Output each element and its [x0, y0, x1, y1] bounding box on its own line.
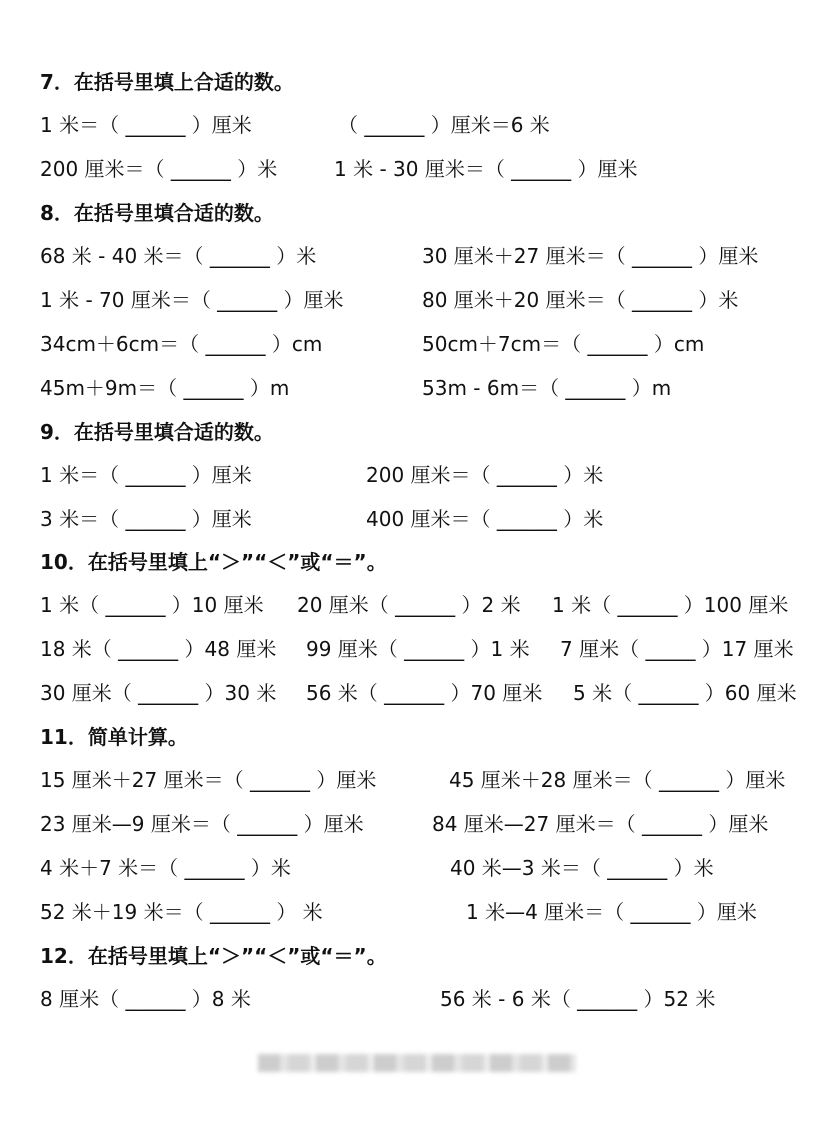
q10-r2-c1: 18 米（ ______ ）48 厘米	[40, 637, 277, 661]
q10-r1-c3: 1 米（ ______ ）100 厘米	[552, 593, 789, 617]
q10-r1-c2: 20 厘米（ ______ ）2 米	[297, 593, 521, 617]
q12-r1-c2: 56 米 - 6 米（ ______ ）52 米	[440, 987, 716, 1011]
q9-r1-c2: 200 厘米＝（ ______ ）米	[366, 463, 604, 487]
q8-r3-c2: 50cm＋7cm＝（ ______ ）cm	[422, 332, 705, 356]
q11-r4-c2: 1 米—4 厘米＝（ ______ ）厘米	[466, 900, 757, 924]
q11-r2-c2: 84 厘米—27 厘米＝（ ______ ）厘米	[432, 812, 769, 836]
q11-r1-c1: 15 厘米＋27 厘米＝（ ______ ）厘米	[40, 768, 377, 792]
q12-title: 12．在括号里填上“＞”“＜”或“＝”。	[40, 944, 387, 968]
q10-r2-c2: 99 厘米（ ______ ）1 米	[306, 637, 530, 661]
q10-r3-c2: 56 米（ ______ ）70 厘米	[306, 681, 543, 705]
q11-r2-c1: 23 厘米—9 厘米＝（ ______ ）厘米	[40, 812, 364, 836]
q12-r1-c1: 8 厘米（ ______ ）8 米	[40, 987, 251, 1011]
q8-r4-c2: 53m - 6m＝（ ______ ）m	[422, 376, 672, 400]
q8-title: 8．在括号里填合适的数。	[40, 201, 274, 225]
q11-r3-c2: 40 米—3 米＝（ ______ ）米	[450, 856, 714, 880]
q9-r1-c1: 1 米＝（ ______ ）厘米	[40, 463, 252, 487]
q7-r1-c1: 1 米＝（ ______ ）厘米	[40, 113, 252, 137]
q10-r2-c3: 7 厘米（ _____ ）17 厘米	[560, 637, 794, 661]
q11-title: 11．简单计算。	[40, 725, 188, 749]
q11-row-1	[40, 765, 820, 795]
q8-r2-c1: 1 米 - 70 厘米＝（ ______ ）厘米	[40, 288, 344, 312]
q10-r3-c3: 5 米（ ______ ）60 厘米	[573, 681, 797, 705]
q10-title: 10．在括号里填上“＞”“＜”或“＝”。	[40, 550, 387, 574]
q8-row-2	[40, 285, 820, 315]
q10-r3-c1: 30 厘米（ ______ ）30 米	[40, 681, 277, 705]
q7-r1-c2: （ ______ ）厘米＝6 米	[338, 113, 550, 137]
q9-r2-c1: 3 米＝（ ______ ）厘米	[40, 507, 252, 531]
q8-r2-c2: 80 厘米＋20 厘米＝（ ______ ）米	[422, 288, 739, 312]
q11-r3-c1: 4 米＋7 米＝（ ______ ）米	[40, 856, 291, 880]
q7-r2-c1: 200 厘米＝（ ______ ）米	[40, 157, 278, 181]
q7-row-1	[40, 110, 820, 140]
q12-row-1	[40, 984, 820, 1014]
q8-r4-c1: 45m＋9m＝（ ______ ）m	[40, 376, 290, 400]
q8-row-3	[40, 329, 820, 359]
q11-row-2	[40, 809, 820, 839]
q8-r1-c2: 30 厘米＋27 厘米＝（ ______ ）厘米	[422, 244, 759, 268]
q9-row-1	[40, 460, 820, 490]
q11-row-3	[40, 853, 820, 883]
q10-row-3	[40, 678, 820, 708]
q8-row-4	[40, 373, 820, 403]
blurred-footer-watermark	[258, 1054, 576, 1072]
q8-r1-c1: 68 米 - 40 米＝（ ______ ）米	[40, 244, 317, 268]
q10-r1-c1: 1 米（ ______ ）10 厘米	[40, 593, 264, 617]
q11-r1-c2: 45 厘米＋28 厘米＝（ ______ ）厘米	[449, 768, 786, 792]
q9-title: 9．在括号里填合适的数。	[40, 420, 274, 444]
q7-row-2	[40, 154, 820, 184]
q9-r2-c2: 400 厘米＝（ ______ ）米	[366, 507, 604, 531]
q8-row-1	[40, 241, 820, 271]
q8-r3-c1: 34cm＋6cm＝（ ______ ）cm	[40, 332, 323, 356]
q7-r2-c2: 1 米 - 30 厘米＝（ ______ ）厘米	[334, 157, 638, 181]
q10-row-1	[40, 590, 820, 620]
q11-row-4	[40, 897, 820, 927]
q11-r4-c1: 52 米＋19 米＝（ ______ ） 米	[40, 900, 323, 924]
q9-row-2	[40, 504, 820, 534]
q7-title: 7．在括号里填上合适的数。	[40, 70, 294, 94]
q10-row-2	[40, 634, 820, 664]
